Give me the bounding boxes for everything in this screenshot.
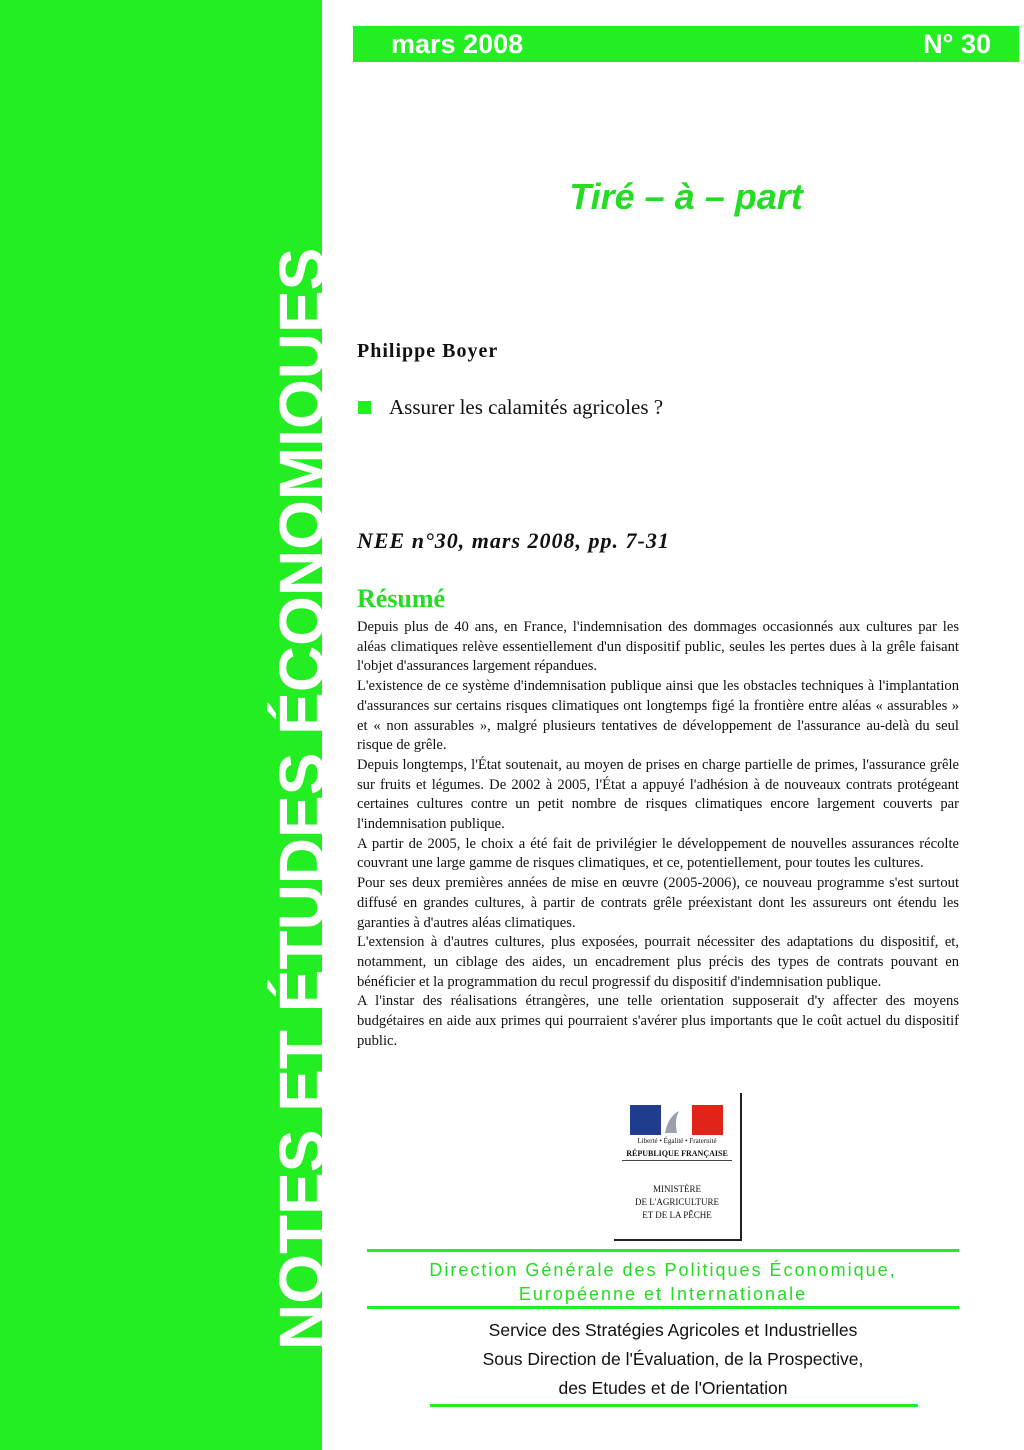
footer-rule-middle [367, 1306, 959, 1309]
offprint-heading: Tiré – à – part [569, 176, 803, 217]
abstract-paragraph: L'existence de ce système d'indemnisation publique ainsi que les obstacles techniques à l'implantation d'assurances sur certains risques climatiques ont longtemps figé la frontière entre aléas « assurables » et « non assurables », malgré plusieurs tentatives de développement de l'assurance au-delà du seul risque de grêle. [357, 678, 959, 754]
green-square-bullet-icon [358, 401, 371, 414]
sidebar-band [0, 0, 338, 1450]
footer-rule-bottom [430, 1404, 918, 1407]
abstract-heading: Résumé [357, 584, 446, 613]
logo-ministry: MINISTÈRE DE L'AGRICULTURE ET DE LA PÊCHE [634, 1184, 720, 1220]
abstract-paragraph: Pour ses deux premières années de mise en œuvre (2005-2006), ce nouveau programme s'est surtout diffusé en grandes cultures, à partir de contrats grêle préexistant dont les assureurs ont étendu les garanties à d'autres aléas climatiques. [357, 875, 959, 931]
abstract-paragraph: A l'instar des réalisations étrangères, une telle orientation supposerait d'y affecter des moyens budgétaires en aide aux primes qui pourraient s'avérer plus importants que le coût actuel du dispositif public. [357, 993, 959, 1049]
abstract-paragraph: Depuis longtemps, l'État soutenait, au moyen de prises en charge partielle de primes, l'assurance grêle sur fruits et légumes. De 2002 à 2005, l'État a appuyé l'adhésion à de nouveaux contrats protégeant certaines cultures contre un petit nombre de risques climatiques encore largement couverts par l'indemnisation publique. [357, 756, 959, 833]
logo-republic: RÉPUBLIQUE FRANÇAISE [622, 1149, 732, 1161]
ministry-logo [614, 1093, 742, 1241]
issue-date: mars 2008 [391, 28, 524, 59]
author-name: Philippe Boyer [357, 340, 499, 362]
issue-number: N° 30 [923, 28, 991, 59]
marianne-flag-icon [630, 1105, 723, 1135]
abstract-body [357, 618, 959, 1051]
logo-motto: Liberté • Égalité • Fraternité [637, 1137, 717, 1145]
abstract-paragraph: Depuis plus de 40 ans, en France, l'indemnisation des dommages occasionnés aux cultures par les aléas climatiques relève essentiellement d'un dispositif public, seules les pertes dues à la grêle faisant l'objet d'assurances largement répandues. [357, 619, 959, 675]
footer-rule-top [367, 1249, 959, 1252]
publication-title: NOTES ET ÉTUDES ÉCONOMIQUES [266, 247, 338, 1350]
issue-banner [353, 26, 1019, 62]
article-reference: NEE n°30, mars 2008, pp. 7-31 [357, 528, 670, 553]
article-item [358, 395, 663, 420]
abstract-paragraph: A partir de 2005, le choix a été fait de privilégier le développement de nouvelles assurances récolte couvrant une large gamme de risques climatiques, et ce, potentiellement, pour toutes les cultures. [357, 835, 959, 872]
service-name: Service des Stratégies Agricoles et Industrielles Sous Direction de l'Évaluation, de la Prospective, des Etudes et de l'Orientation [482, 1320, 864, 1398]
abstract-paragraph: L'extension à d'autres cultures, plus exposées, pourrait nécessiter des adaptations du dispositif, et, notamment, un ciblage des aides, un encadrement plus précis des types de contrats pouvant en bénéficier et la programmation du recul progressif du dispositif d'indemnisation publique. [357, 934, 959, 990]
directorate-name: Direction Générale des Politiques Économique, Européenne et Internationale [429, 1260, 897, 1304]
article-title: Assurer les calamités agricoles ? [389, 395, 664, 419]
